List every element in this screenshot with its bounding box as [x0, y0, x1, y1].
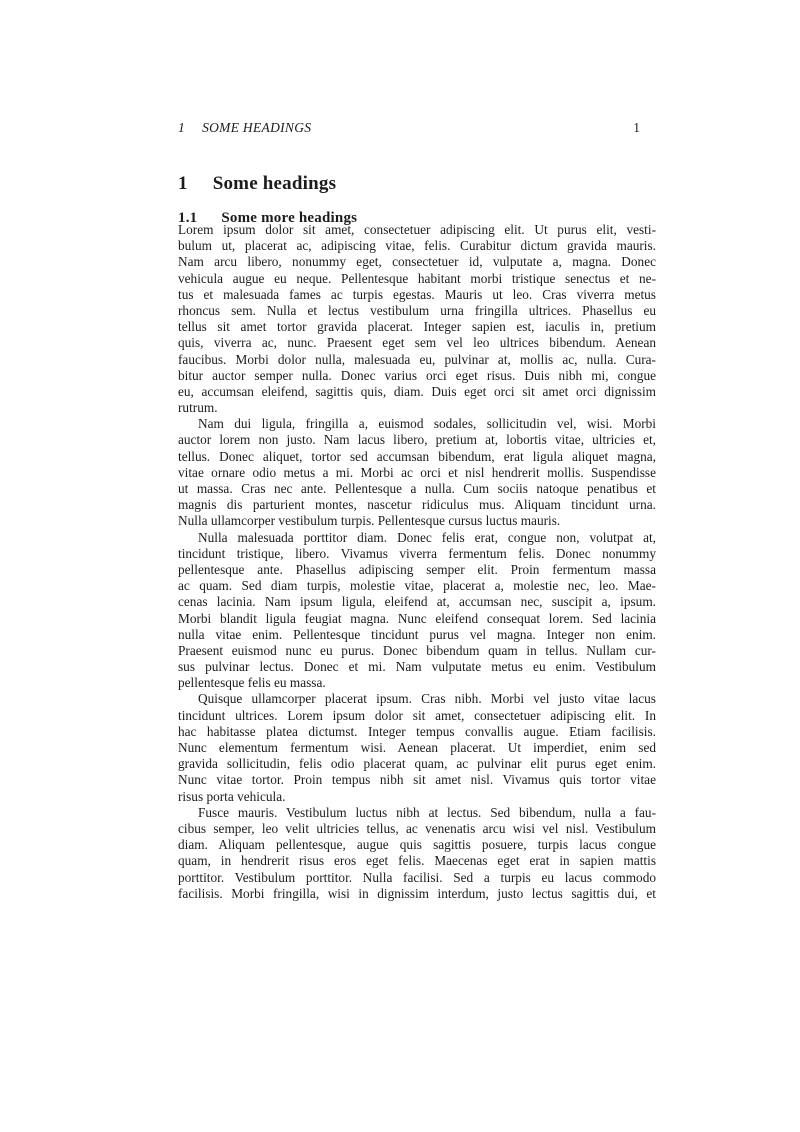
- text-line: vehicula augue eu neque. Pellentesque habitant morbi tristique senectus et ne-: [178, 270, 656, 286]
- text-line: rhoncus sem. Nulla et lectus vestibulum urna fringilla ultrices. Phasellus eu: [178, 302, 656, 318]
- text-line: tincidunt ultrices. Lorem ipsum dolor sit amet, consectetuer adipiscing elit. In: [178, 707, 656, 723]
- text-line: faucibus. Morbi dolor nulla, malesuada eu, pulvinar at, mollis ac, nulla. Cura-: [178, 351, 656, 367]
- subsection-number: 1.1: [178, 210, 198, 227]
- text-line: Nunc vitae tortor. Proin tempus nibh sit amet nisl. Vivamus quis tortor vitae: [178, 772, 656, 788]
- text-line: Quisque ullamcorper placerat ipsum. Cras nibh. Morbi vel justo vitae lacus: [198, 691, 656, 707]
- section-title: Some headings: [212, 172, 337, 194]
- text-line: cibus semper, leo velit ultricies tellus, ac venenatis arcu wisi vel nisl. Vestibulum: [178, 820, 656, 836]
- text-line: Nam arcu libero, nonummy eget, consectetuer id, vulputate a, magna. Donec: [178, 254, 656, 270]
- text-line: tellus. Donec aliquet, tortor sed accumsan bibendum, erat ligula aliquet magna,: [178, 448, 656, 464]
- text-line: gravida sollicitudin, felis odio placerat quam, ac pulvinar elit purus eget enim.: [178, 756, 656, 772]
- text-line: hac habitasse platea dictumst. Integer tempus convallis augue. Etiam facilisis.: [178, 723, 656, 739]
- subsection-title: Some more headings: [221, 210, 358, 227]
- text-line: Morbi blandit ligula feugiat magna. Nunc eleifend consequat lorem. Sed lacinia: [178, 610, 656, 626]
- running-header-section-title: SOME HEADINGS: [202, 120, 312, 135]
- text-line: quam, in hendrerit risus eros eget felis. Maecenas eget erat in sapien mattis: [178, 853, 656, 869]
- section-number: 1: [178, 172, 188, 194]
- text-line: Praesent euismod nunc eu purus. Donec bibendum quam in tellus. Nullam cur-: [178, 642, 656, 658]
- text-line: bulum ut, placerat ac, adipiscing vitae, felis. Curabitur dictum gravida mauris.: [178, 238, 656, 254]
- page-number: 1: [633, 120, 640, 135]
- text-line: vitae ornare odio metus a mi. Morbi ac orci et nisl hendrerit mollis. Suspendisse: [178, 464, 656, 480]
- text-line: tellus sit amet tortor gravida placerat. Integer sapien est, iaculis in, pretium: [178, 319, 656, 335]
- text-line: Nunc elementum fermentum wisi. Aenean placerat. Ut imperdiet, enim sed: [178, 740, 656, 755]
- text-line: sus pulvinar lectus. Donec et mi. Nam vulputate metus eu enim. Vestibulum: [178, 659, 656, 675]
- text-line: tincidunt tristique, libero. Vivamus viverra fermentum felis. Donec nonummy: [178, 545, 656, 561]
- running-header: [178, 120, 656, 136]
- text-line: Lorem ipsum dolor sit amet, consectetuer adipiscing elit. Ut purus elit, vesti-: [178, 222, 656, 237]
- paragraph: [178, 530, 656, 692]
- text-line: magnis dis parturient montes, nascetur ridiculus mus. Aliquam tincidunt urna.: [178, 497, 656, 513]
- text-line: tus et malesuada fames ac turpis egestas. Mauris ut leo. Cras viverra metus: [178, 286, 656, 302]
- text-line: risus porta vehicula.: [178, 788, 286, 804]
- section-heading: [178, 173, 656, 195]
- text-line: bitur auctor semper nulla. Donec varius orci eget risus. Duis nibh mi, congue: [178, 367, 656, 383]
- paragraph: [178, 222, 656, 416]
- text-line: Nam dui ligula, fringilla a, euismod sodales, sollicitudin vel, wisi. Morbi: [198, 416, 656, 432]
- text-line: Nulla ullamcorper vestibulum turpis. Pellentesque cursus luctus mauris.: [178, 513, 561, 529]
- text-line: pellentesque ante. Phasellus adipiscing semper elit. Proin fermentum massa: [178, 561, 656, 577]
- text-line: auctor lorem non justo. Nam lacus libero, pretium at, lobortis vitae, ultricies et,: [178, 432, 656, 448]
- text-line: Nulla malesuada porttitor diam. Donec felis erat, congue non, volutpat at,: [198, 529, 656, 545]
- text-line: diam. Aliquam pellentesque, augue quis sagittis posuere, turpis lacus congue: [178, 837, 656, 853]
- text-line: ac quam. Sed diam turpis, molestie vitae, placerat a, molestie nec, leo. Mae-: [178, 578, 656, 594]
- running-header-section-number: 1: [178, 120, 186, 135]
- text-line: eu, accumsan eleifend, sagittis quis, diam. Duis eget orci sit amet orci dignissim: [178, 383, 656, 399]
- text-line: porttitor. Vestibulum porttitor. Nulla facilisi. Sed a turpis eu lacus commodo: [178, 869, 656, 885]
- text-line: Fusce mauris. Vestibulum luctus nibh at lectus. Sed bibendum, nulla a fau-: [198, 804, 656, 820]
- text-line: ut massa. Cras nec ante. Pellentesque a nulla. Cum sociis natoque penatibus et: [178, 481, 656, 496]
- text-line: nulla vitae enim. Pellentesque tincidunt purus vel magna. Integer non enim.: [178, 626, 656, 642]
- body-text: [178, 222, 656, 902]
- paragraph: [178, 805, 656, 902]
- text-line: pellentesque felis eu massa.: [178, 675, 326, 691]
- text-line: rutrum.: [178, 400, 218, 416]
- running-header-title: [178, 120, 311, 136]
- paragraph: [178, 416, 656, 529]
- text-line: cenas lacinia. Nam ipsum ligula, eleifend at, accumsan nec, suscipit a, ipsum.: [178, 594, 656, 610]
- paragraph: [178, 691, 656, 804]
- text-line: quis, viverra ac, nunc. Praesent eget sem vel leo ultrices bibendum. Aenean: [178, 335, 656, 351]
- text-line: facilisis. Morbi fringilla, wisi in dignissim interdum, justo lectus sagittis dui, et: [178, 885, 656, 901]
